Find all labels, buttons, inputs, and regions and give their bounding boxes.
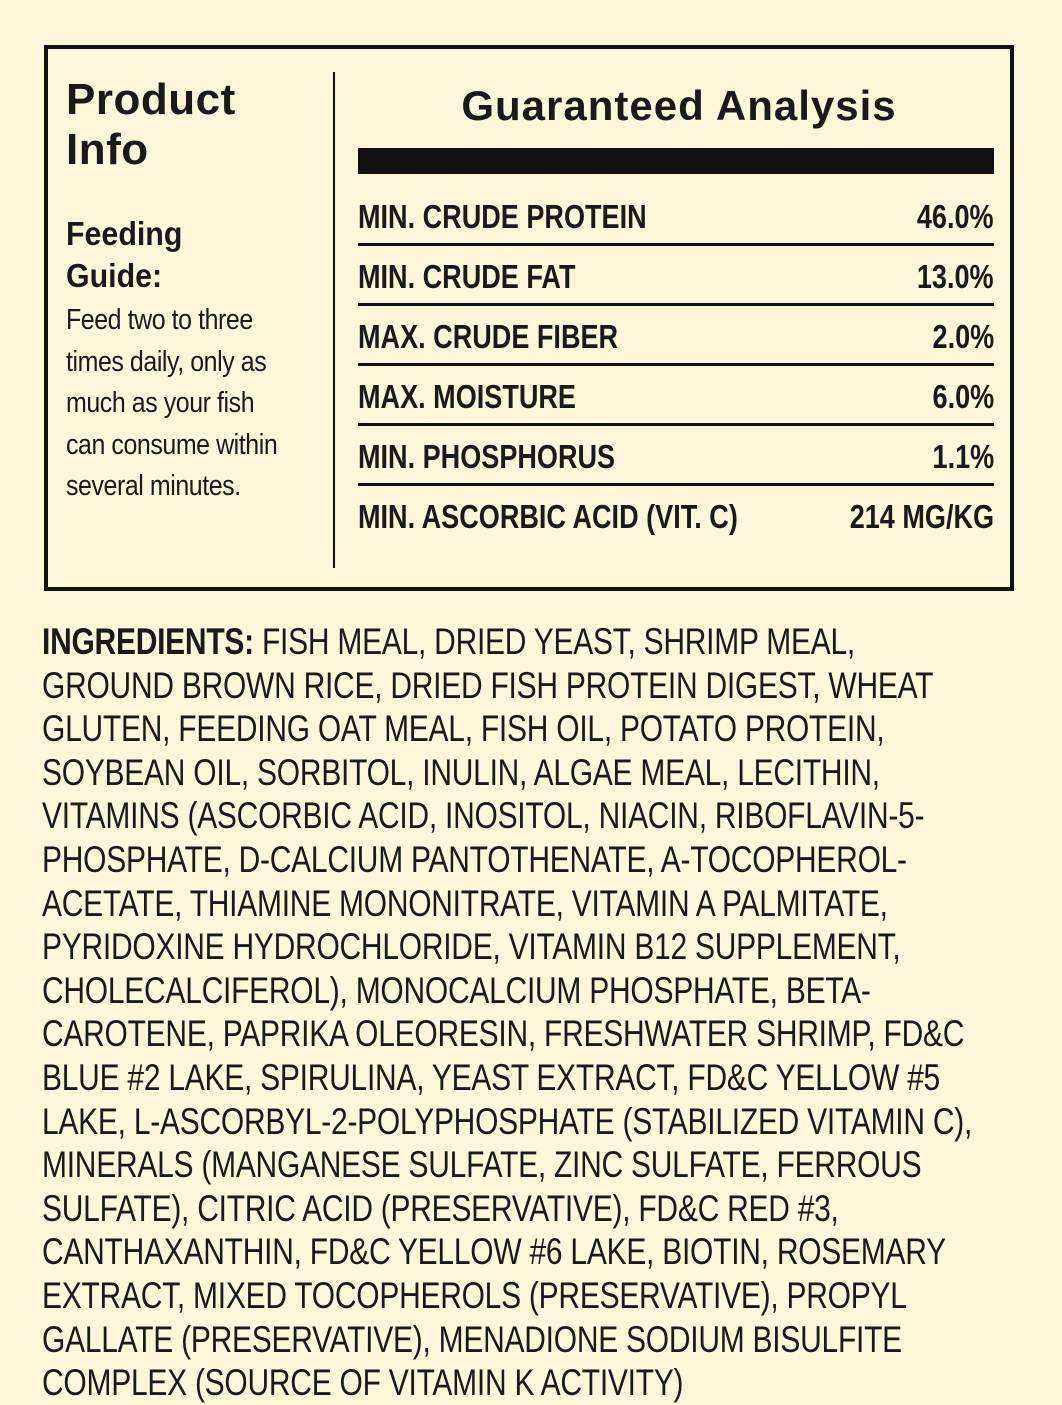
analysis-label: MIN. ASCORBIC ACID (VIT. C) — [358, 498, 738, 535]
product-info-title: Product Info — [66, 75, 236, 174]
analysis-table — [358, 190, 994, 547]
analysis-row — [358, 190, 994, 246]
guaranteed-analysis-title: Guaranteed Analysis — [461, 82, 897, 129]
ingredients-label: INGREDIENTS: — [42, 621, 254, 662]
analysis-value: 13.0% — [917, 258, 994, 295]
ingredients-text: FISH MEAL, DRIED YEAST, SHRIMP MEAL, GROUND BROWN RICE, DRIED FISH PROTEIN DIGEST, WHEAT GLUTEN, FEEDING OAT MEAL, FISH OIL, POTATO PROTEIN, SOYBEAN OIL, SORBITOL, INULIN, ALGAE MEAL, LECITHIN, VITAMINS (ASCORBIC ACID, INOSITOL, NIACIN, RIBOFLAVIN-5-PHOSPHATE, D-CALCIUM PANTOTHENATE, A-TOCOPHEROL-ACETATE, THIAMINE MONONITRATE, VITAMIN A PALMITATE, PYRIDOXINE HYDROCHLORIDE, VITAMIN B12 SUPPLEMENT, CHOLECALCIFEROL), MONOCALCIUM PHOSPHATE, BETA-CAROTENE, PAPRIKA OLEORESIN, FRESHWATER SHRIMP, FD&C BLUE #2 LAKE, SPIRULINA, YEAST EXTRACT, FD&C YELLOW #5 LAKE, L-ASCORBYL-2-POLYPHOSPHATE (STABILIZED VITAMIN C), MINERALS (MANGANESE SULFATE, ZINC SULFATE, FERROUS SULFATE), CITRIC ACID (PRESERVATIVE), FD&C RED #3, CANTHAXANTHIN, FD&C YELLOW #6 LAKE, BIOTIN, ROSEMARY EXTRACT, MIXED TOCOPHEROLS (PRESERVATIVE), PROPYL GALLATE (PRESERVATIVE), MENADIONE SODIUM BISULFITE COMPLEX (SOURCE OF VITAMIN K ACTIVITY) — [42, 621, 973, 1404]
analysis-row — [358, 370, 994, 426]
feeding-guide-body: Feed two to three times daily, only as much as your fish can consume within several minutes. — [66, 304, 278, 502]
analysis-row — [358, 430, 994, 486]
analysis-label: MIN. CRUDE PROTEIN — [358, 198, 647, 235]
analysis-label: MAX. CRUDE FIBER — [358, 318, 619, 355]
analysis-row — [358, 490, 994, 543]
analysis-label: MAX. MOISTURE — [358, 378, 576, 415]
product-info-column — [66, 75, 316, 508]
analysis-value: 2.0% — [932, 318, 994, 355]
analysis-value: 1.1% — [932, 438, 994, 475]
analysis-value: 214 MG/KG — [849, 498, 994, 535]
heading-rule — [358, 148, 994, 174]
analysis-value: 6.0% — [932, 378, 994, 415]
analysis-row — [358, 310, 994, 366]
column-divider — [333, 72, 335, 568]
feeding-guide-title: Feeding Guide: — [66, 215, 183, 294]
info-panel — [44, 45, 1014, 591]
analysis-label: MIN. PHOSPHORUS — [358, 438, 616, 475]
ingredients-paragraph — [42, 620, 990, 1405]
analysis-value: 46.0% — [917, 198, 994, 235]
feeding-guide-text — [66, 300, 294, 508]
analysis-label: MIN. CRUDE FAT — [358, 258, 576, 295]
analysis-row — [358, 250, 994, 306]
